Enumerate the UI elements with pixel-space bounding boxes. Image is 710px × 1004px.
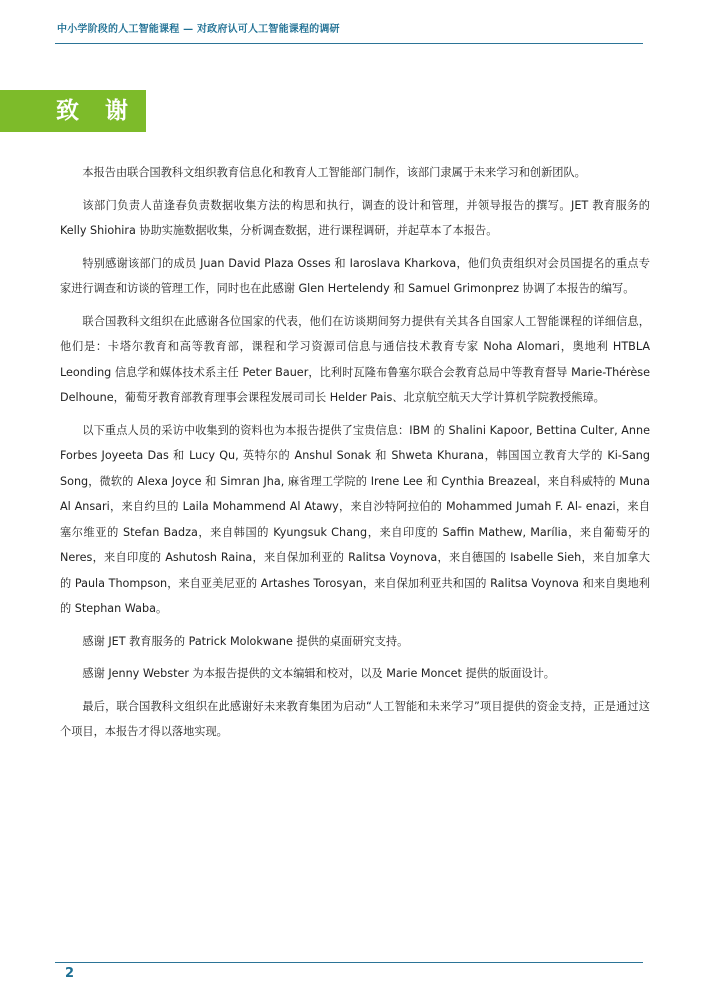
paragraph-interviewees: 以下重点人员的采访中收集到的资料也为本报告提供了宝贵信息：IBM 的 Shalini Kapoor, Bettina Culter, Anne Forbes Joyeeta Das 和 Lucy Qu, 英特尔的 Anshul Sonak 和 Shweta Khurana，韩国国立教育大学的 Ki-Sang Song，微软的 Alexa Joyce 和 Simran Jha, 麻省理工学院的 Irene Lee 和 Cynthia Breazeal，来自科威特的 Muna Al Ansari，来自约旦的 Laila Mohammend Al Atawy，来自沙特阿拉伯的 Mohammed Jumah F. Al- enazi，来自塞尔维亚的 Stefan Badza，来自韩国的 Kyungsuk Chang，来自印度的 Saffin Mathew, Marília，来自葡萄牙的 Neres，来自印度的 Ashutosh Raina，来自保加利亚的 Ralitsa Voynova，来自德国的 Isabelle Sieh，来自加拿大的 Paula Thompson，来自亚美尼亚的 Artashes Torosyan，来自保加利亚共和国的 Ralitsa Voynova 和来自奥地利的 Stephan Waba。 (60, 423, 650, 615)
paragraph-lead-authors: 该部门负责人苗逢春负责数据收集方法的构思和执行，调查的设计和管理，并领导报告的撰写。JET 教育服务的 Kelly Shiohira 协助实施数据收集，分析调查数据，进行课程调研，并起草本了本报告。 (60, 198, 650, 237)
acknowledgements-body (60, 160, 650, 752)
header-divider (55, 43, 643, 44)
running-header: 中小学阶段的人工智能课程 — 对政府认可人工智能课程的调研 (57, 24, 340, 35)
paragraph-unit-intro: 本报告由联合国教科文组织教育信息化和教育人工智能部门制作，该部门隶属于未来学习和创新团队。 (82, 166, 586, 179)
paragraph-funding: 最后，联合国教科文组织在此感谢好未来教育集团为启动“人工智能和未来学习”项目提供的资金支持，正是通过这个项目，本报告才得以落地实现。 (60, 699, 650, 738)
footer-divider (55, 962, 643, 963)
paragraph-national-representatives: 联合国教科文组织在此感谢各位国家的代表，他们在访谈期间努力提供有关其各自国家人工智能课程的详细信息，他们是：卡塔尔教育和高等教育部，课程和学习资源司信息与通信技术教育专家 Noha Alomari，奥地利 HTBLA Leonding 信息学和媒体技术系主任 Peter Bauer，比利时瓦隆布鲁塞尔联合会教育总局中等教育督导 Marie-Thérèse Delhoune，葡萄牙教育部教育理事会课程发展司司长 Helder Pais、北京航空航天大学计算机学院教授熊璋。 (60, 314, 650, 404)
section-title: 致 谢 (56, 98, 138, 124)
paragraph-editing-design: 感谢 Jenny Webster 为本报告提供的文本编辑和校对，以及 Marie Moncet 提供的版面设计。 (82, 667, 555, 680)
paragraph-team-members: 特别感谢该部门的成员 Juan David Plaza Osses 和 Iaroslava Kharkova，他们负责组织对会员国提名的重点专家进行调查和访谈的管理工作，同时也在此感谢 Glen Hertelendy 和 Samuel Grimonprez 协调了本报告的编写。 (60, 256, 650, 295)
page-number: 2 (65, 966, 75, 981)
paragraph-desk-research: 感谢 JET 教育服务的 Patrick Molokwane 提供的桌面研究支持。 (82, 634, 409, 648)
